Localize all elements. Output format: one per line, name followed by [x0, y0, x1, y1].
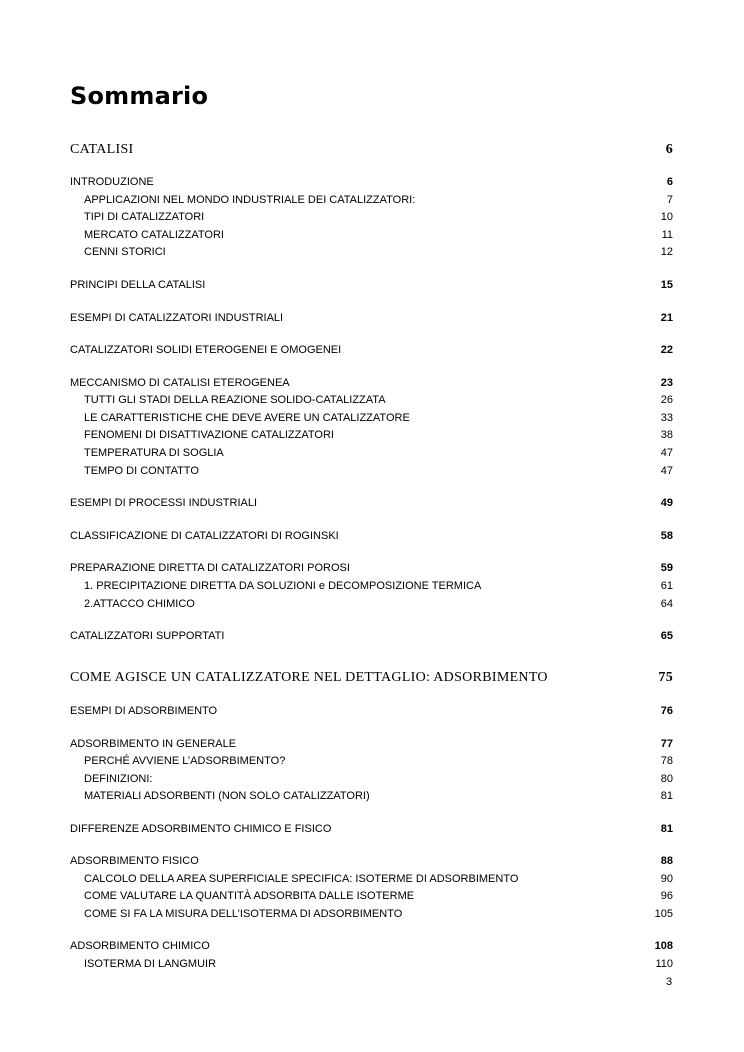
- toc-entry-label: DEFINIZIONI:: [84, 773, 153, 785]
- toc-subsection[interactable]: [70, 579, 673, 593]
- toc-entry-page: 64: [660, 598, 673, 610]
- toc-subsection[interactable]: [70, 245, 673, 259]
- toc-entry-label: MERCATO CATALIZZATORI: [84, 229, 224, 241]
- toc-entry-page: 75: [658, 670, 673, 685]
- toc-section[interactable]: [70, 311, 673, 325]
- toc-entry-page: 77: [660, 738, 673, 750]
- toc-subsection[interactable]: [70, 957, 673, 971]
- toc-subsection[interactable]: [70, 446, 673, 460]
- toc-section[interactable]: [70, 529, 673, 543]
- toc-entry-label: CALCOLO DELLA AREA SUPERFICIALE SPECIFICA: ISOTERME DI ADSORBIMENTO: [84, 873, 519, 885]
- toc-entry-label: ADSORBIMENTO IN GENERALE: [70, 738, 237, 750]
- toc-entry-label: TEMPERATURA DI SOGLIA: [84, 447, 224, 459]
- toc-entry-label: CATALISI: [70, 142, 134, 157]
- toc-subsection[interactable]: [70, 872, 673, 886]
- toc-entry-label: COME VALUTARE LA QUANTITÀ ADSORBITA DALLE ISOTERME: [84, 890, 415, 902]
- toc-subsection[interactable]: [70, 228, 673, 242]
- toc-entry-page: 6: [666, 176, 673, 188]
- toc-entry-page: 23: [660, 377, 673, 389]
- toc-entry-label: ESEMPI DI PROCESSI INDUSTRIALI: [70, 497, 258, 509]
- toc-entry-label: COME AGISCE UN CATALIZZATORE NEL DETTAGLIO: ADSORBIMENTO: [70, 670, 548, 685]
- toc-entry-page: 80: [660, 773, 673, 785]
- toc-section[interactable]: [70, 278, 673, 292]
- toc-subsection[interactable]: [70, 889, 673, 903]
- toc-entry-label: CLASSIFICAZIONE DI CATALIZZATORI DI ROGINSKI: [70, 530, 339, 542]
- toc-entry-label: PERCHÉ AVVIENE L’ADSORBIMENTO?: [84, 755, 286, 767]
- toc-subsection[interactable]: [70, 907, 673, 921]
- toc-entry-label: TIPI DI CATALIZZATORI: [84, 211, 205, 223]
- toc-entry-label: APPLICAZIONI NEL MONDO INDUSTRIALE DEI CATALIZZATORI:: [84, 194, 416, 206]
- toc-entry-page: 110: [655, 958, 673, 970]
- toc-entry-label: ADSORBIMENTO CHIMICO: [70, 940, 210, 952]
- page-title: Sommario: [70, 82, 209, 110]
- toc-entry-page: 11: [661, 229, 673, 241]
- toc-entry-page: 33: [660, 412, 673, 424]
- toc-entry-label: TUTTI GLI STADI DELLA REAZIONE SOLIDO-CATALIZZATA: [84, 394, 386, 406]
- toc-entry-label: 1. PRECIPITAZIONE DIRETTA DA SOLUZIONI e DECOMPOSIZIONE TERMICA: [84, 580, 482, 592]
- toc-section[interactable]: [70, 496, 673, 510]
- toc-entry-page: 22: [660, 344, 673, 356]
- toc-subsection[interactable]: [70, 597, 673, 611]
- toc-entry-page: 49: [660, 497, 673, 509]
- toc-entry-page: 21: [660, 312, 673, 324]
- toc-subsection[interactable]: [70, 772, 673, 786]
- toc-entry-label: INTRODUZIONE: [70, 176, 154, 188]
- toc-entry-label: MATERIALI ADSORBENTI (NON SOLO CATALIZZATORI): [84, 790, 370, 802]
- toc-section[interactable]: [70, 561, 673, 575]
- toc-entry-page: 12: [660, 246, 673, 258]
- page-number: 3: [666, 976, 673, 988]
- toc-subsection[interactable]: [70, 464, 673, 478]
- toc-section[interactable]: [70, 343, 673, 357]
- toc-entry-label: PREPARAZIONE DIRETTA DI CATALIZZATORI POROSI: [70, 562, 350, 574]
- toc-entry-label: CENNI STORICI: [84, 246, 166, 258]
- toc-entry-page: 58: [660, 530, 673, 542]
- toc-subsection[interactable]: [70, 193, 673, 207]
- toc-entry-label: ISOTERMA DI LANGMUIR: [84, 958, 217, 970]
- toc-entry-label: COME SI FA LA MISURA DELL’ISOTERMA DI ADSORBIMENTO: [84, 908, 403, 920]
- toc-entry-page: 108: [654, 940, 673, 952]
- toc-subsection[interactable]: [70, 428, 673, 442]
- toc-entry-page: 38: [660, 429, 673, 441]
- toc-entry-page: 88: [660, 855, 673, 867]
- toc-entry-page: 47: [660, 465, 673, 477]
- toc-entry-page: 76: [660, 705, 673, 717]
- toc-entry-label: MECCANISMO DI CATALISI ETEROGENEA: [70, 377, 290, 389]
- toc-section[interactable]: [70, 939, 673, 953]
- toc-subsection[interactable]: [70, 754, 673, 768]
- toc-entry-label: LE CARATTERISTICHE CHE DEVE AVERE UN CATALIZZATORE: [84, 412, 410, 424]
- toc-section[interactable]: [70, 376, 673, 390]
- toc-entry-page: 10: [660, 211, 673, 223]
- toc-section[interactable]: [70, 629, 673, 643]
- toc-subsection[interactable]: [70, 393, 673, 407]
- toc-entry-page: 81: [660, 790, 673, 802]
- toc-entry-page: 47: [660, 447, 673, 459]
- toc-entry-label: ADSORBIMENTO FISICO: [70, 855, 199, 867]
- toc-entry-page: 78: [660, 755, 673, 767]
- toc-entry-page: 61: [660, 580, 673, 592]
- toc-subsection[interactable]: [70, 789, 673, 803]
- toc-entry-label: CATALIZZATORI SUPPORTATI: [70, 630, 225, 642]
- toc-chapter[interactable]: [70, 141, 673, 159]
- toc-entry-page: 81: [660, 823, 673, 835]
- toc-section[interactable]: [70, 737, 673, 751]
- toc-entry-page: 7: [666, 194, 673, 206]
- toc-subsection[interactable]: [70, 411, 673, 425]
- toc-section[interactable]: [70, 854, 673, 868]
- toc-entry-label: CATALIZZATORI SOLIDI ETEROGENEI E OMOGENEI: [70, 344, 342, 356]
- toc-entry-label: DIFFERENZE ADSORBIMENTO CHIMICO E FISICO: [70, 823, 332, 835]
- toc-entry-page: 105: [654, 908, 673, 920]
- toc-chapter[interactable]: [70, 669, 673, 687]
- toc-entry-label: FENOMENI DI DISATTIVAZIONE CATALIZZATORI: [84, 429, 334, 441]
- toc-section[interactable]: [70, 704, 673, 718]
- toc-section[interactable]: [70, 175, 673, 189]
- toc-entry-page: 15: [660, 279, 673, 291]
- toc-entry-page: 90: [660, 873, 673, 885]
- toc-entry-page: 65: [660, 630, 673, 642]
- toc-entry-page: 59: [660, 562, 673, 574]
- toc-entry-page: 6: [665, 142, 673, 157]
- toc-entry-page: 26: [660, 394, 673, 406]
- toc-entry-label: PRINCIPI DELLA CATALISI: [70, 279, 206, 291]
- toc-entry-page: 96: [660, 890, 673, 902]
- toc-entry-label: TEMPO DI CONTATTO: [84, 465, 199, 477]
- toc-section[interactable]: [70, 822, 673, 836]
- toc-entry-label: ESEMPI DI ADSORBIMENTO: [70, 705, 218, 717]
- toc-subsection[interactable]: [70, 210, 673, 224]
- toc-entry-label: ESEMPI DI CATALIZZATORI INDUSTRIALI: [70, 312, 284, 324]
- toc-entry-label: 2.ATTACCO CHIMICO: [84, 598, 195, 610]
